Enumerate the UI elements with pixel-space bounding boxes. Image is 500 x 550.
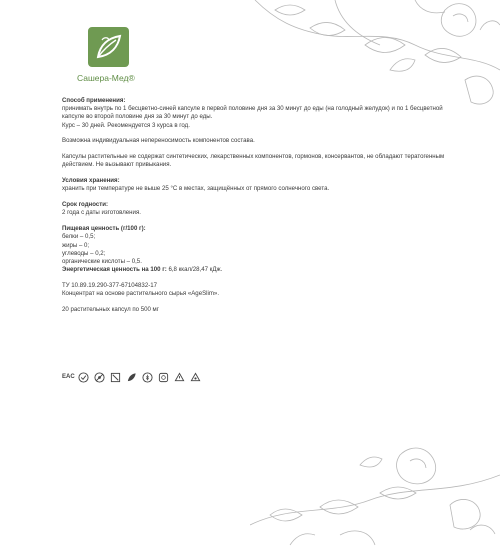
- no-hormones-icon: [110, 372, 121, 383]
- brand-logo: [88, 27, 129, 67]
- instructions-title: Способ применения:: [62, 97, 126, 104]
- non-gmo-icon: [94, 372, 105, 383]
- certification-icons: [62, 372, 201, 383]
- nutrition-fats: жиры – 0;: [62, 241, 90, 249]
- vegan-leaf-icon: [126, 372, 137, 383]
- quality-mark-icon: [78, 372, 89, 383]
- gluten-free-icon: [142, 372, 153, 383]
- shelf-life-body: 2 года с даты изготовления.: [62, 209, 141, 217]
- product-info: [62, 97, 457, 314]
- concentrate-note: Концентрат на основе растительного сырья «AgeSlim».: [62, 290, 220, 298]
- recycle-icon: [174, 372, 185, 383]
- eco-icon: [190, 372, 201, 383]
- no-preservatives-icon: [158, 372, 169, 383]
- composition-note: Капсулы растительные не содержат синтетических, лекарственных компонентов, гормонов, консервантов, не обладают тератогенным действием. Не вызывают привыкания.: [62, 153, 445, 169]
- storage-title: Условия хранения:: [62, 177, 120, 185]
- energy-label: Энергетическая ценность на 100 г:: [62, 266, 167, 274]
- leaf-logo-icon: [88, 27, 129, 67]
- floral-decoration-top: [215, 0, 500, 110]
- tu-number: ТУ 10.89.19.290-377-67104832-17: [62, 282, 158, 290]
- nutrition-acids: органические кислоты – 0,5.: [62, 258, 142, 266]
- nutrition-title: Пищевая ценность (г/100 г):: [62, 225, 146, 233]
- nutrition-carbs: углеводы – 0,2;: [62, 249, 106, 257]
- storage-body: хранить при температуре не выше 25 °С в местах, защищённых от прямого солнечного света.: [62, 185, 330, 193]
- instructions-body: принимать внутрь по 1 бесцветно-синей капсуле в первой половине дня за 30 минут до еды (на голодный желудок) и по 1 бесцветной капсуле во второй половине дня за 30 минут до еды.: [62, 105, 443, 121]
- eac-icon: EAC: [62, 374, 75, 380]
- energy-value-line: [62, 266, 457, 274]
- nutrition-proteins: белки – 0,5;: [62, 233, 96, 241]
- energy-value: 6,8 ккал/28,47 кДж.: [166, 266, 223, 274]
- package-info: 20 растительных капсул по 500 мг: [62, 306, 159, 314]
- floral-decoration-bottom: [250, 445, 500, 550]
- brand-name: Сашера-Мед®: [77, 73, 135, 83]
- shelf-life-title: Срок годности:: [62, 201, 109, 209]
- instructions-course: Курс – 30 дней. Рекомендуется 3 курса в год.: [62, 121, 190, 129]
- intolerance-note: Возможна индивидуальная непереносимость компонентов состава.: [62, 137, 255, 145]
